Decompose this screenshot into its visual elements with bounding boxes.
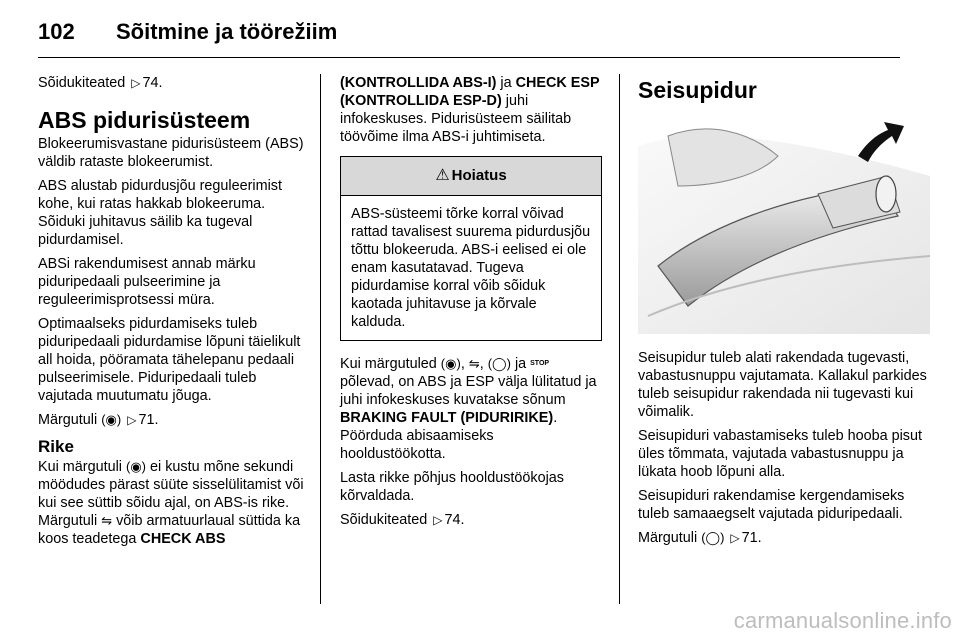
abs-lamp-icon: (◉) (101, 412, 122, 427)
intro-paragraph: Sõidukiteated ▷ 74. (38, 75, 163, 91)
watermark: carmanualsonline.info (733, 608, 952, 633)
arrow-ref-icon[interactable]: ▷ (127, 413, 137, 427)
abs-paragraph-2: ABS alustab pidurdusjõu reguleerimist kohe, kui ratas hakkab blokeeruma. Sõiduki juhitavus säilib ka tugeval pidurdamisel. (38, 178, 282, 248)
page-number: 102 (38, 19, 75, 44)
stop-label: STOP (530, 360, 550, 368)
abs-paragraph-3: ABSi rakendumisest annab märku piduripedaali pulseerimine ja reguleerimisprotsessi müra. (38, 256, 256, 308)
brake-lamp-icon: (◯) (487, 356, 511, 371)
column-3 (638, 74, 930, 553)
brake-paragraph-1: Seisupidur tuleb alati rakendada tugevasti, vabastusnuppu vajutamata. Kallakul parkides tuleb seisupidur rakendada nii tugevasti kui võimalik. (638, 350, 927, 420)
page-ref-link[interactable]: 74. (142, 75, 163, 91)
abs-heading: ABS pidurisüsteem (38, 107, 251, 133)
warning-triangle-icon: ⚠ (435, 167, 450, 184)
abs-paragraph-1: Blokeerumisvastane pidurisüsteem (ABS) väldib rataste blokeerumist. (38, 136, 304, 170)
warning-box (340, 156, 602, 341)
esp-lamp-icon: ⇋ (468, 356, 480, 371)
brake-paragraph-4: Märgutuli (◯) ▷ 71. (638, 530, 762, 546)
brake-paragraph-2: Seisupiduri vabastamiseks tuleb hooba pisut üles tõmmata, vajutada vabastusnuppu ja lükata hoob lõpuni alla. (638, 428, 922, 480)
parking-brake-heading: Seisupidur (638, 77, 757, 103)
page-header (38, 14, 337, 50)
warning-title: Hoiatus (451, 167, 507, 184)
brake-paragraph-3: Seisupiduri rakendamise kergendamiseks tuleb samaaegselt vajutada piduripedaali. (638, 488, 905, 522)
arrow-ref-icon[interactable]: ▷ (433, 513, 443, 528)
column-divider-1 (320, 74, 321, 604)
fault-paragraph: Kui märgutuled (◉), ⇋, (◯) ja STOP põlevad, on ABS ja ESP välja lülitatud ja juhi infokeskuses kuvatakse sõnum BRAKING FAULT (PIDURIRIKE). Pöörduda abisaamiseks hooldustöökotta. (340, 356, 597, 463)
arrow-ref-icon[interactable]: ▷ (131, 76, 141, 90)
parking-brake-illustration (638, 116, 930, 334)
esp-lamp-icon: ⇋ (101, 513, 113, 528)
abs-lamp-icon: (◉) (125, 459, 146, 474)
page-ref-link[interactable]: 71. (741, 530, 762, 546)
page-ref-link[interactable]: 74. (444, 512, 465, 529)
abs-paragraph-5: Märgutuli (◉) ▷ 71. (38, 412, 159, 428)
column-1 (38, 74, 306, 554)
warning-text: ABS-süsteemi tõrke korral võivad rattad tavalisest suurema pidurdusjõu tõttu blokeeruda. ABS-i eelised ei ole enam kasutatavad. Tugeva pidurdamise korral võib sõiduk kaotada juhitavuse ja kõrvale kalduda. (351, 206, 591, 330)
abs-lamp-icon: (◉) (440, 356, 461, 371)
column-divider-2 (619, 74, 620, 604)
warning-header (341, 157, 601, 196)
abs-paragraph-4: Optimaalseks pidurdamiseks tuleb piduripedaali pidurdamise lõpuni täielikult all hoida, pööramata tähelepanu pedaali pulseerimisele. Piduripedaali tuleb vajutada muutumatu jõuga. (38, 316, 301, 404)
rike-heading: Rike (38, 437, 74, 456)
rike-paragraph: Kui märgutuli (◉) ei kustu mõne sekundi möödudes pärast süüte sisselülitamist või kui see süttib sõidu ajal, on ABS-is rike. Märgutuli ⇋ võib armatuurlaual süttida ka koos teadetega CHECK ABS (38, 459, 304, 547)
page-title: Sõitmine ja töörežiim (116, 19, 338, 44)
header-rule (38, 57, 900, 58)
page-ref-link[interactable]: 71. (138, 412, 159, 428)
arrow-ref-icon[interactable]: ▷ (730, 531, 740, 545)
ref-paragraph: Sõidukiteated ▷ 74. (340, 512, 465, 529)
brake-lamp-icon: (◯) (701, 530, 725, 545)
column-2 (340, 74, 602, 535)
continuation-paragraph: (KONTROLLIDA ABS-I) ja CHECK ESP (KONTROLLIDA ESP-D) juhi infokeskuses. Pidurisüsteem säilitab töövõime ilma ABS-i juhtimiseta. (340, 75, 600, 145)
repair-paragraph: Lasta rikke põhjus hooldustöökojas kõrvaldada. (340, 470, 564, 505)
